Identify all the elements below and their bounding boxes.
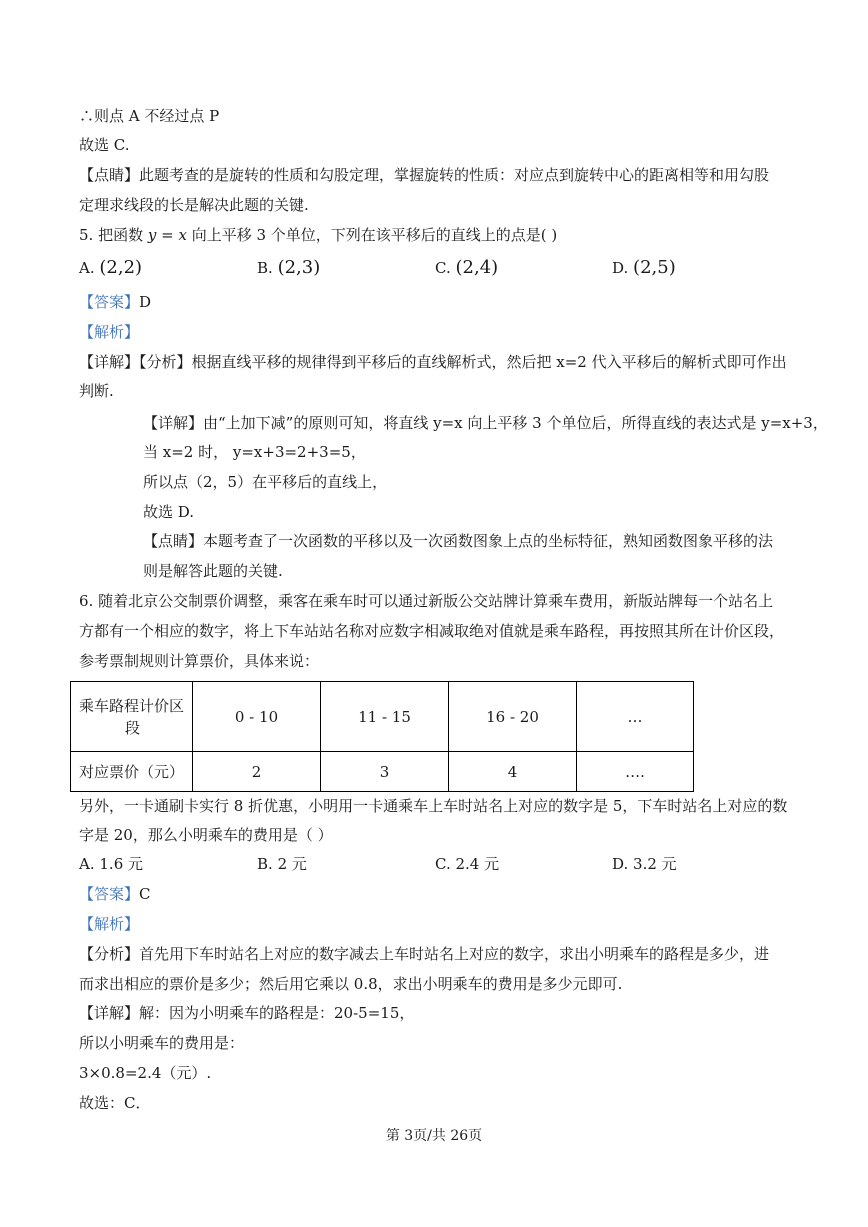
remark-text: 此题考查的是旋转的性质和勾股定理，掌握旋转的性质：对应点到旋转中心的距离相等和用勾股 bbox=[139, 166, 770, 184]
page-footer: 第 3页/共 26页 bbox=[385, 1128, 483, 1144]
text-line: 所以小明乘车的费用是： bbox=[79, 1034, 245, 1052]
table-row bbox=[71, 752, 694, 792]
answer-value: D bbox=[139, 293, 152, 311]
text-line: 定理求线段的长是解决此题的关键. bbox=[79, 196, 309, 214]
answer-tag: 【答案】 bbox=[79, 885, 140, 903]
option-label: C. bbox=[435, 855, 451, 873]
text-line: 字是 20，那么小明乘车的费用是（ ） bbox=[79, 826, 333, 844]
option-label: A. bbox=[79, 259, 95, 277]
option-label: D. bbox=[612, 855, 629, 873]
text-line: 故选 C. bbox=[79, 136, 130, 154]
option-value: 2.4 元 bbox=[455, 855, 500, 873]
answer-tag: 【答案】 bbox=[79, 293, 140, 311]
text-line: 方都有一个相应的数字，将上下车站站名称对应数字相减取绝对值就是乘车路程，再按照其所在计价区段， bbox=[79, 622, 785, 640]
text-line: 【详解】由“上加下减”的原则可知，将直线 y=x 向上平移 3 个单位后，所得直线的表达式是 y=x+3， bbox=[143, 414, 828, 432]
table-cell: 0 - 10 bbox=[193, 682, 321, 752]
text-line: 所以点（2，5）在平移后的直线上， bbox=[143, 473, 388, 491]
text-line: ∴则点 A 不经过点 P bbox=[79, 107, 220, 125]
table-cell: 4 bbox=[449, 752, 577, 792]
analysis-label: 【分析】 bbox=[79, 945, 140, 963]
q6-option-c bbox=[435, 852, 499, 876]
detail-text: 解：因为小明乘车的路程是：20-5=15， bbox=[139, 1004, 415, 1022]
option-label: A. bbox=[79, 855, 95, 873]
table-row bbox=[71, 682, 694, 752]
option-label: B. bbox=[257, 259, 273, 277]
text-line: 【详解】【分析】根据直线平移的规律得到平移后的直线解析式，然后把 x=2 代入平移后的解析式即可作出 bbox=[79, 353, 787, 371]
text-line: 3×0.8=2.4（元）. bbox=[79, 1064, 212, 1082]
header-text: 段 bbox=[125, 718, 141, 737]
analysis-tag: 【解析】 bbox=[79, 915, 140, 933]
option-label: D. bbox=[612, 259, 629, 277]
q5-function: y = x bbox=[147, 226, 187, 244]
question-5-stem bbox=[79, 225, 557, 245]
text-line bbox=[79, 944, 769, 964]
text-line: 参考票制规则计算票价，具体来说： bbox=[79, 652, 320, 670]
text-line: 另外，一卡通刷卡实行 8 折优惠，小明用一卡通乘车上车时站名上对应的数字是 5，下车时站名上对应的数 bbox=[79, 797, 788, 815]
text-line: 则是解答此题的关键. bbox=[143, 562, 283, 580]
table-cell: 11 - 15 bbox=[321, 682, 449, 752]
table-cell: … bbox=[577, 682, 694, 752]
table-cell: …. bbox=[577, 752, 694, 792]
table-header-cell bbox=[71, 682, 193, 752]
option-label: B. bbox=[257, 855, 273, 873]
question-6-stem: 6. 随着北京公交制票价调整，乘客在乘车时可以通过新版公交站牌计算乘车费用，新版站牌每一个站名上 bbox=[79, 592, 774, 610]
fare-table bbox=[70, 681, 694, 792]
q5-option-b bbox=[257, 256, 320, 280]
option-value: 1.6 元 bbox=[99, 855, 144, 873]
text-line: 故选：C． bbox=[79, 1094, 151, 1112]
answer-line bbox=[79, 884, 151, 904]
q6-option-d bbox=[612, 852, 677, 876]
q6-option-b bbox=[257, 852, 307, 876]
answer-line bbox=[79, 292, 151, 312]
text-line: 故选 D. bbox=[143, 503, 195, 521]
header-text: 乘车路程计价区 bbox=[79, 696, 185, 715]
q5-option-c bbox=[435, 256, 498, 280]
remark-tag: 【点睛】 bbox=[79, 166, 140, 184]
option-value: (2,5) bbox=[633, 257, 676, 278]
q5-option-d bbox=[612, 256, 676, 280]
analysis-text: 首先用下车时站名上对应的数字减去上车时站名上对应的数字，求出小明乘车的路程是多少，进 bbox=[139, 945, 770, 963]
option-value: 2 元 bbox=[277, 855, 307, 873]
q5-option-a bbox=[79, 256, 142, 280]
text-line: 而求出相应的票价是多少；然后用它乘以 0.8，求出小明乘车的费用是多少元即可. bbox=[79, 975, 623, 993]
answer-value: C bbox=[139, 885, 151, 903]
option-value: 3.2 元 bbox=[633, 855, 677, 873]
analysis-tag: 【解析】 bbox=[79, 323, 140, 341]
option-value: (2,3) bbox=[277, 257, 321, 278]
text-line: 当 x=2 时， y=x+3=2+3=5， bbox=[143, 443, 366, 461]
table-cell: 16 - 20 bbox=[449, 682, 577, 752]
table-header-cell: 对应票价（元） bbox=[71, 752, 193, 792]
text-line bbox=[79, 165, 769, 185]
option-value: (2,2) bbox=[99, 257, 143, 278]
text-line: 判断. bbox=[79, 382, 114, 400]
q6-option-a bbox=[79, 852, 143, 876]
detail-label: 【详解】 bbox=[79, 1004, 140, 1022]
text-line bbox=[79, 1003, 414, 1023]
q5-suffix: 向上平移 3 个单位，下列在该平移后的直线上的点是( ) bbox=[191, 226, 558, 244]
text-line: 【点睛】本题考查了一次函数的平移以及一次函数图象上点的坐标特征，熟知函数图象平移的法 bbox=[143, 532, 774, 550]
q5-prefix: 5. 把函数 bbox=[79, 226, 144, 244]
option-value: (2,4) bbox=[455, 257, 499, 278]
table-cell: 3 bbox=[321, 752, 449, 792]
table-cell: 2 bbox=[193, 752, 321, 792]
option-label: C. bbox=[435, 259, 451, 277]
